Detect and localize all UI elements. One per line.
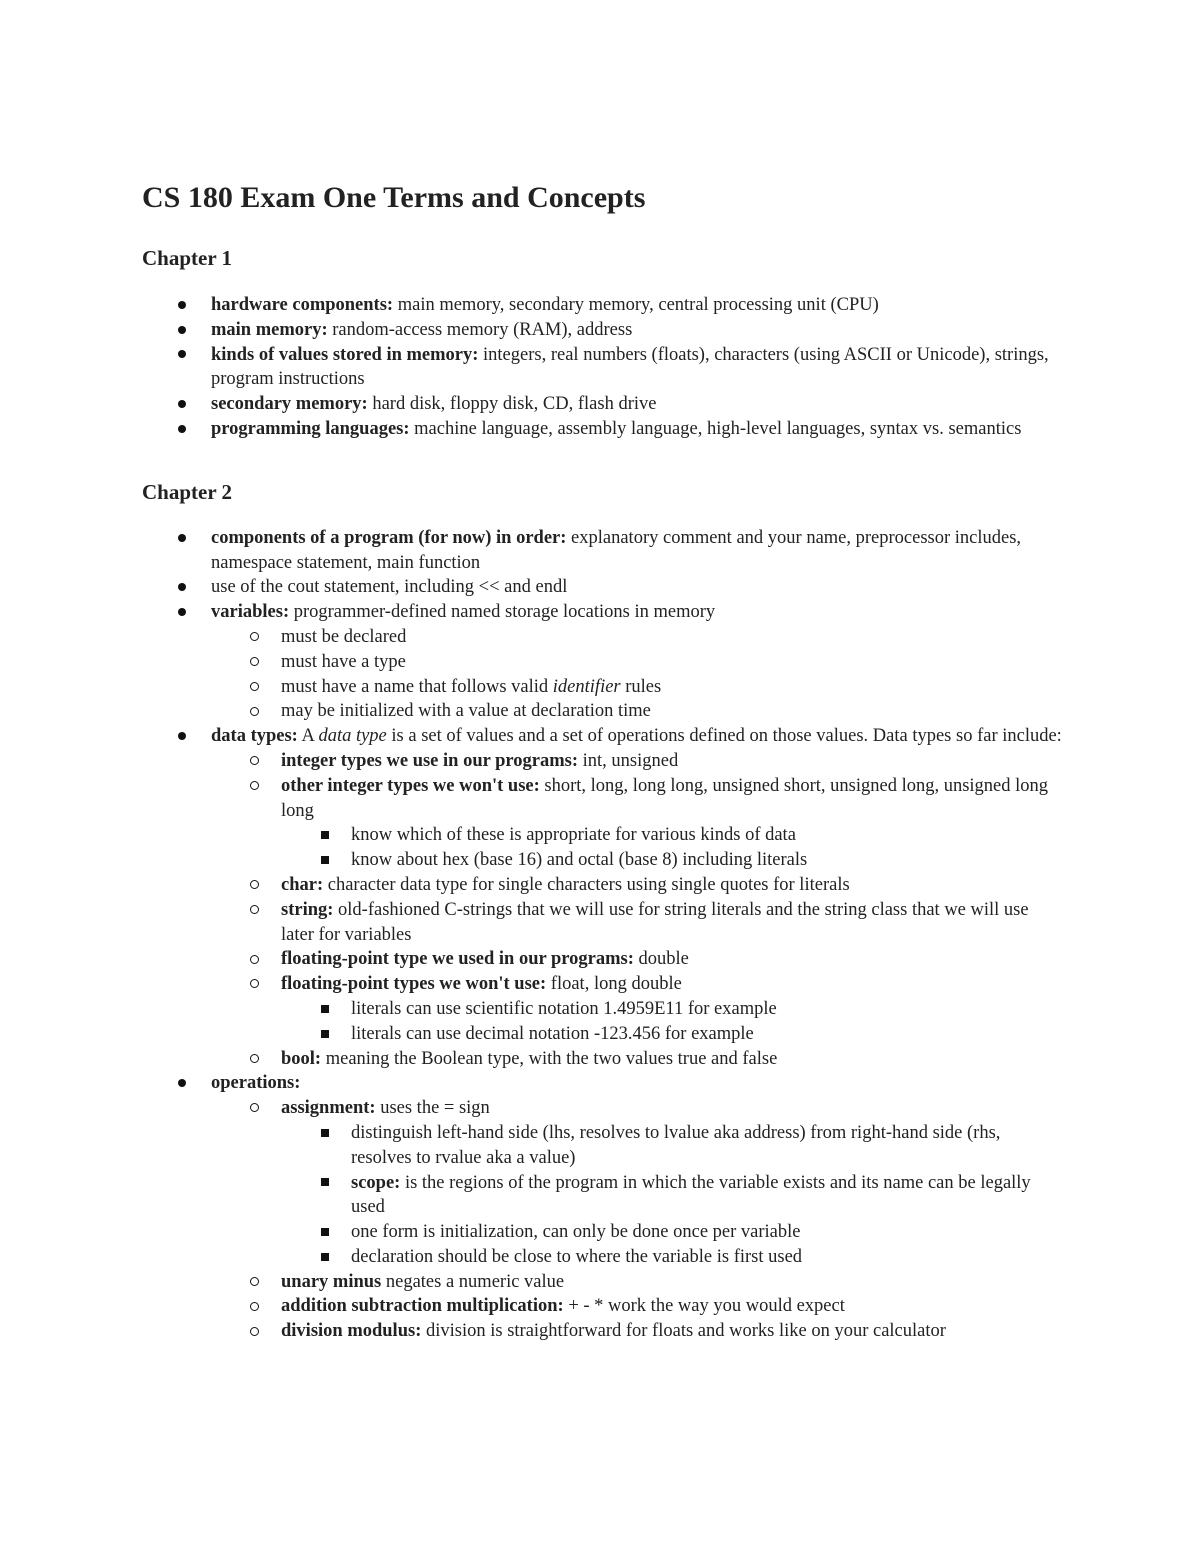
list-item: data types: A data type is a set of values and a set of operations defined on those values. Data types so far include: integer types we use in our programs: int, unsigned other integer types we won't use: short, long, long long, unsigned short, unsigned long, unsigned long long know which of these is appropriate for various kinds of data know about hex (base 16) and octal (base 8) including literals char: character data type for single characters using single quotes for literals string: old-fashioned C-strings that we will use for string literals and the string class that we will use later for variables floating-point type we used in our programs: double floating-point types we won't use: float, long double literals can use scientific notation 1.4959E11 for example literals can use decimal notation -123.456 for example bool: meaning the Boolean type, with the two values true and false [142, 724, 1062, 1071]
list-item: may be initialized with a value at declaration time [211, 699, 1062, 724]
chapter-1-list [142, 293, 1062, 442]
circle-bullet-icon [250, 955, 259, 964]
list-item: know about hex (base 16) and octal (base 8) including literals [281, 848, 1062, 873]
circle-bullet-icon [250, 632, 259, 641]
circle-bullet-icon [250, 682, 259, 691]
list-item: kinds of values stored in memory: integers, real numbers (floats), characters (using ASCII or Unicode), strings, program instructions [142, 343, 1062, 393]
list-item: variables: programmer-defined named storage locations in memory must be declared must have a type must have a name that follows valid identifier rules may be initialized with a value at declaration time [142, 600, 1062, 724]
list-item: integer types we use in our programs: int, unsigned [211, 749, 1062, 774]
list-item: must be declared [211, 625, 1062, 650]
bullet-icon [178, 425, 186, 433]
bullet-icon [178, 608, 186, 616]
list-item: string: old-fashioned C-strings that we will use for string literals and the string class that we will use later for variables [211, 898, 1062, 948]
list-item: programming languages: machine language, assembly language, high-level languages, syntax vs. semantics [142, 417, 1062, 442]
list-item: floating-point types we won't use: float, long double literals can use scientific notation 1.4959E11 for example literals can use decimal notation -123.456 for example [211, 972, 1062, 1046]
square-bullet-icon [321, 1228, 329, 1236]
list-item: floating-point type we used in our programs: double [211, 947, 1062, 972]
list-item: must have a name that follows valid identifier rules [211, 675, 1062, 700]
circle-bullet-icon [250, 756, 259, 765]
square-bullet-icon [321, 856, 329, 864]
circle-bullet-icon [250, 1277, 259, 1286]
circle-bullet-icon [250, 1302, 259, 1311]
square-bullet-icon [321, 1005, 329, 1013]
bullet-icon [178, 534, 186, 542]
list-item: components of a program (for now) in order: explanatory comment and your name, preprocessor includes, namespace statement, main function [142, 526, 1062, 576]
list-item: main memory: random-access memory (RAM), address [142, 318, 1062, 343]
bullet-icon [178, 1079, 186, 1087]
circle-bullet-icon [250, 979, 259, 988]
bullet-icon [178, 732, 186, 740]
square-bullet-icon [321, 1030, 329, 1038]
list-item: assignment: uses the = sign distinguish left-hand side (lhs, resolves to lvalue aka address) from right-hand side (rhs, resolves to rvalue aka a value) scope: is the regions of the program in which the variable exists and its name can be legally used one form is initialization, can only be done once per variable declaration should be close to where the variable is first used [211, 1096, 1062, 1270]
list-item: must have a type [211, 650, 1062, 675]
chapter-2-heading: Chapter 2 [142, 479, 233, 504]
circle-bullet-icon [250, 781, 259, 790]
bullet-icon [178, 301, 186, 309]
list-item: scope: is the regions of the program in which the variable exists and its name can be legally used [281, 1171, 1062, 1221]
circle-bullet-icon [250, 1054, 259, 1063]
list-item: division modulus: division is straightforward for floats and works like on your calculator [211, 1319, 1062, 1344]
circle-bullet-icon [250, 905, 259, 914]
bullet-icon [178, 583, 186, 591]
chapter-2-list [142, 526, 1062, 1344]
square-bullet-icon [321, 1129, 329, 1137]
square-bullet-icon [321, 831, 329, 839]
list-item: use of the cout statement, including << and endl [142, 575, 1062, 600]
list-item: know which of these is appropriate for various kinds of data [281, 823, 1062, 848]
list-item: declaration should be close to where the variable is first used [281, 1245, 1062, 1270]
list-item: secondary memory: hard disk, floppy disk, CD, flash drive [142, 392, 1062, 417]
circle-bullet-icon [250, 1327, 259, 1336]
list-item: distinguish left-hand side (lhs, resolves to lvalue aka address) from right-hand side (rhs, resolves to rvalue aka a value) [281, 1121, 1062, 1171]
circle-bullet-icon [250, 880, 259, 889]
list-item: operations: assignment: uses the = sign distinguish left-hand side (lhs, resolves to lvalue aka address) from right-hand side (rhs, resolves to rvalue aka a value) scope: is the regions of the program in which the variable exists and its name can be legally used one form is initialization, can only be done once per variable declaration should be close to where the variable is first used unary minus negates a numeric value addition subtraction multiplication: + - * work the way you would expect division modulus: division is straightforward for floats and works like on your calculator [142, 1071, 1062, 1344]
list-item: addition subtraction multiplication: + - * work the way you would expect [211, 1294, 1062, 1319]
list-item: one form is initialization, can only be done once per variable [281, 1220, 1062, 1245]
document-title: CS 180 Exam One Terms and Concepts [142, 181, 646, 214]
list-item: other integer types we won't use: short, long, long long, unsigned short, unsigned long, unsigned long long know which of these is appropriate for various kinds of data know about hex (base 16) and octal (base 8) including literals [211, 774, 1062, 873]
list-item: literals can use decimal notation -123.456 for example [281, 1022, 1062, 1047]
bullet-icon [178, 326, 186, 334]
document-page [142, 178, 1062, 1344]
circle-bullet-icon [250, 707, 259, 716]
list-item: literals can use scientific notation 1.4959E11 for example [281, 997, 1062, 1022]
circle-bullet-icon [250, 1103, 259, 1112]
list-item: unary minus negates a numeric value [211, 1270, 1062, 1295]
square-bullet-icon [321, 1253, 329, 1261]
chapter-1-heading: Chapter 1 [142, 246, 233, 270]
bullet-icon [178, 350, 186, 358]
list-item: hardware components: main memory, secondary memory, central processing unit (CPU) [142, 293, 1062, 318]
list-item: char: character data type for single characters using single quotes for literals [211, 873, 1062, 898]
list-item: bool: meaning the Boolean type, with the two values true and false [211, 1047, 1062, 1072]
bullet-icon [178, 400, 186, 408]
circle-bullet-icon [250, 657, 259, 666]
square-bullet-icon [321, 1178, 329, 1186]
